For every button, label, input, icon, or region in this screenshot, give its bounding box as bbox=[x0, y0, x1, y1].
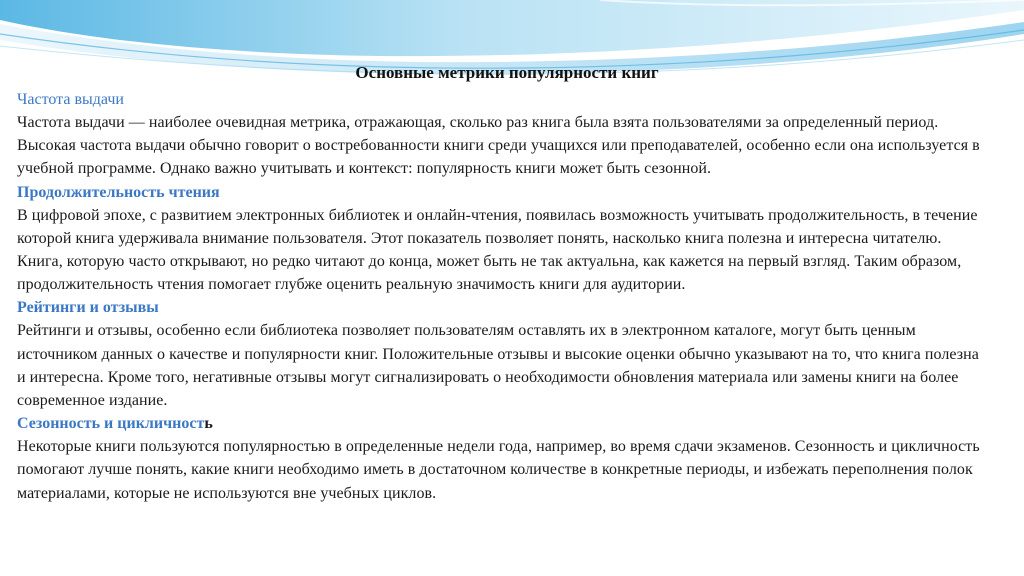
section-heading-duration: Продолжительность чтения bbox=[17, 183, 220, 201]
section-heading-frequency: Частота выдачи bbox=[17, 91, 124, 108]
section-heading-seasonality: Сезонность и цикличность bbox=[17, 415, 213, 433]
slide-title: Основные метрики популярности книг bbox=[355, 63, 659, 82]
slide-content bbox=[17, 62, 997, 505]
section-body-ratings: Рейтинги и отзывы, особенно если библиотека позволяет пользователям оставлять их в электронном каталоге, могут быть ценным источником данных о качестве и популярности книг. Положительные отзывы и высокие оценки обычно указывают на то, что книга полезна и интересна. Кроме того, негативные отзывы могут сигнализировать о необходимости обновления материала или замены книги на более современное издание. bbox=[17, 322, 979, 410]
section-body-seasonality: Некоторые книги пользуются популярностью в определенные недели года, например, во время сдачи экзаменов. Сезонность и цикличность помогают лучше понять, какие книги необходимо иметь в достаточном количестве в конкретные периоды, и избежать переполнения полок материалами, которые не используются вне учебных циклов. bbox=[17, 438, 980, 502]
section-heading-ratings: Рейтинги и отзывы bbox=[17, 299, 159, 317]
section-body-duration: В цифровой эпохе, с развитием электронных библиотек и онлайн-чтения, появилась возможность учитывать продолжительность, в течение которой книга удерживала внимание пользователя. Этот показатель позволяет понять, насколько книга полезна и интересна читателю. Книга, которую часто открывают, но редко читают до конца, может быть не так актуальна, как кажется на первый взгляд. Таким образом, продолжительность чтения помогает глубже оценить реальную значимость книги для аудитории. bbox=[17, 206, 978, 294]
section-body-frequency: Частота выдачи — наиболее очевидная метрика, отражающая, сколько раз книга была взята пользователями за определенный период. Высокая частота выдачи обычно говорит о востребованности книги среди учащихся или преподавателей, особенно если она используется в учебной программе. Однако важно учитывать и контекст: популярность книги может быть сезонной. bbox=[17, 114, 980, 178]
